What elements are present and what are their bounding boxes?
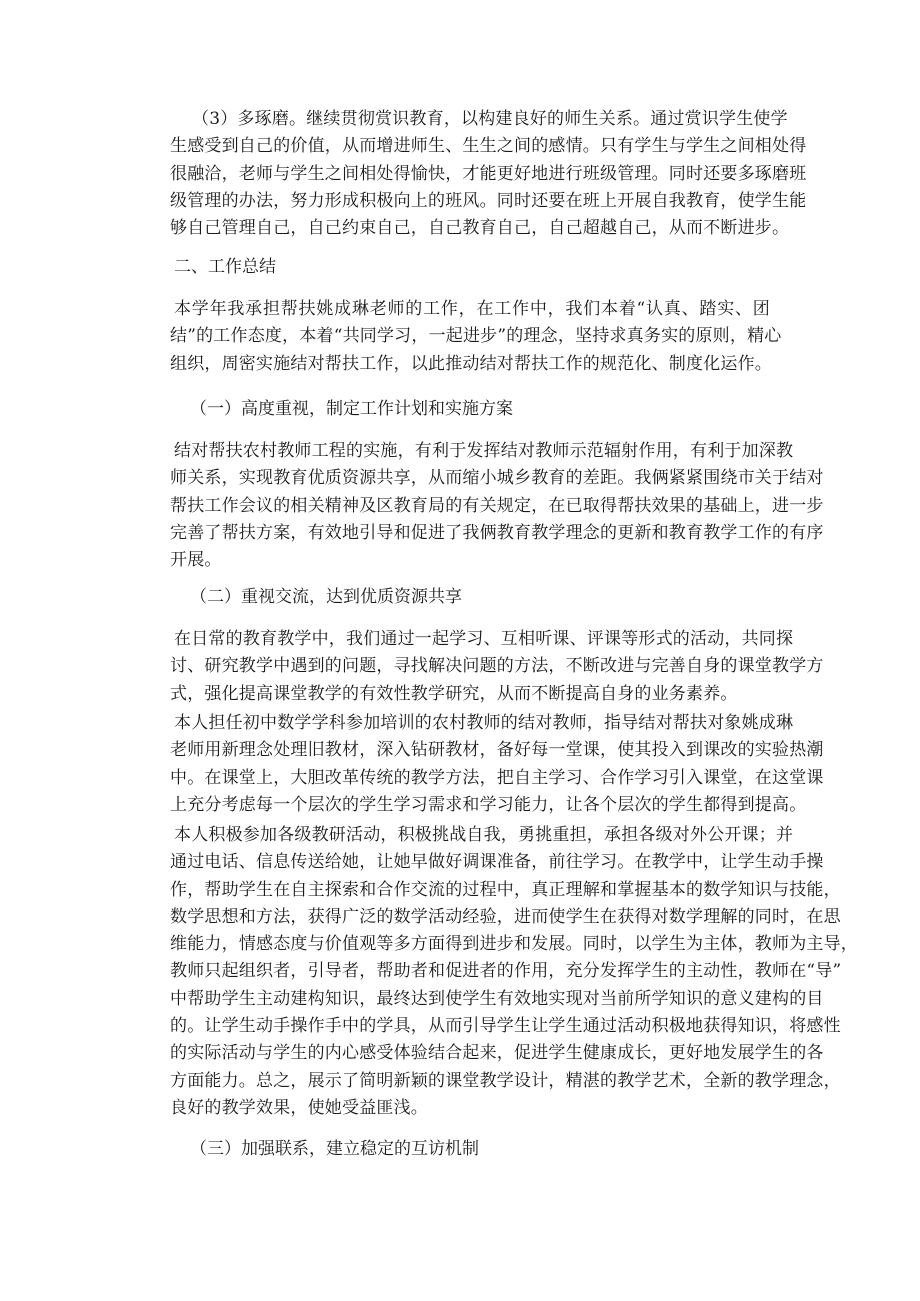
text-line: 本学年我承担帮扶姚成琳老师的工作，在工作中，我们本着“认真、踏实、团 [174,299,770,319]
text-line: 帮扶工作会议的相关精神及区教育局的有关规定，在已取得帮扶效果的基础上，进一步 [170,495,824,516]
text-line: 老师用新理念处理旧教材，深入钻研教材，备好每一堂课，使其投入到课改的实验热潮 [170,740,824,761]
text-line: 本人担任初中数学学科参加培训的农村教师的结对教师，指导结对帮扶对象姚成琳 [174,713,794,733]
text-line: 的。让学生动手操作手中的学具，从而引导学生让学生通过活动积极地获得知识，将感性 [170,1016,841,1037]
subheading-2: （二）重视交流，达到优质资源共享 [190,587,462,607]
text-line: 很融洽，老师与学生之间相处得愉快，才能更好地进行班级管理。同时还要多琢磨班 [170,163,807,184]
paragraph-intro [170,296,782,378]
paragraph-duozhuomo [170,106,807,242]
text-line: 通过电话、信息传送给她，让她早做好调课准备，前往学习。在教学中，让学生动手操 [170,852,824,873]
text-line: 生感受到自己的价值，从而增进师生、生生之间的感情。只有学生与学生之间相处得 [170,136,807,157]
text-line: 式，强化提高课堂教学的有效性教学研究，从而不断提高自身的业务素养。 [170,683,738,704]
subheading-1: （一）高度重视，制定工作计划和实施方案 [190,399,513,419]
text-line: 的实际活动与学生的内心感受体验结合起来，促进学生健康成长，更好地发展学生的各 [170,1043,824,1064]
text-line: 本人积极参加各级教研活动，积极挑战自我，勇挑重担，承担各级对外公开课；并 [174,825,794,845]
text-line: 完善了帮扶方案，有效地引导和促进了我俩教育教学理念的更新和教育教学工作的有序 [170,522,824,543]
text-line: 结”的工作态度，本着“共同学习，一起进步”的理念，坚持求真务实的原则，精心 [170,326,782,347]
section-heading-work-summary: 二、工作总结 [174,257,276,277]
text-line: 中。在课堂上，大胆改革传统的教学方法，把自主学习、合作学习引入课堂，在这堂课 [170,767,824,788]
paragraph-danren-jiaoshi [170,710,824,819]
text-line: 组织，周密实施结对帮扶工作，以此推动结对帮扶工作的规范化、制度化运作。 [170,353,772,374]
text-line: 师关系，实现教育优质资源共享，从而缩小城乡教育的差距。我俩紧紧围绕市关于结对 [170,468,824,489]
text-line: 在日常的教育教学中，我们通过一起学习、互相听课、评课等形式的活动，共同探 [174,629,794,649]
text-line: 方面能力。总之，展示了简明新颖的课堂教学设计，精湛的教学艺术，全新的教学理念， [170,1070,841,1091]
text-line: 讨、研究教学中遇到的问题，寻找解决问题的方法，不断改进与完善自身的课堂教学方 [170,656,824,677]
paragraph-jiaoyan-huodong [170,822,858,1122]
paragraph-richang-jiaoyu [170,626,824,708]
text-line: 级管理的办法，努力形成积极向上的班风。同时还要在班上开展自我教育，使学生能 [170,190,807,211]
text-line: （3）多琢磨。继续贯彻赏识教育，以构建良好的师生关系。通过赏识学生使学 [192,109,788,129]
text-line: 良好的教学效果，使她受益匪浅。 [170,1097,428,1118]
text-line: 上充分考虑每一个层次的学生学习需求和学习能力，让各个层次的学生都得到提高。 [170,794,807,815]
text-line: 作，帮助学生在自主探索和合作交流的过程中，真正理解和掌握基本的数学知识与技能， [170,879,841,900]
paragraph-gaodu-zhongshi [170,438,824,574]
text-line: 开展。 [170,550,222,571]
subheading-3: （三）加强联系，建立稳定的互访机制 [190,1139,479,1159]
text-line: 中帮助学生主动建构知识，最终达到使学生有效地实现对当前所学知识的意义建构的目 [170,988,824,1009]
text-line: 够自己管理自己，自己约束自己，自己教育自己，自己超越自己，从而不断进步。 [170,218,790,239]
text-line: 维能力，情感态度与价值观等多方面得到进步和发展。同时，以学生为主体，教师为主导， [170,934,858,955]
text-line: 结对帮扶农村教师工程的实施，有利于发挥结对教师示范辐射作用，有利于加深教 [174,441,794,461]
text-line: 数学思想和方法，获得广泛的数学活动经验，进而使学生在获得对数学理解的同时，在思 [170,906,841,927]
text-line: 教师只起组织者，引导者，帮助者和促进者的作用，充分发挥学生的主动性，教师在“导” [170,961,842,982]
